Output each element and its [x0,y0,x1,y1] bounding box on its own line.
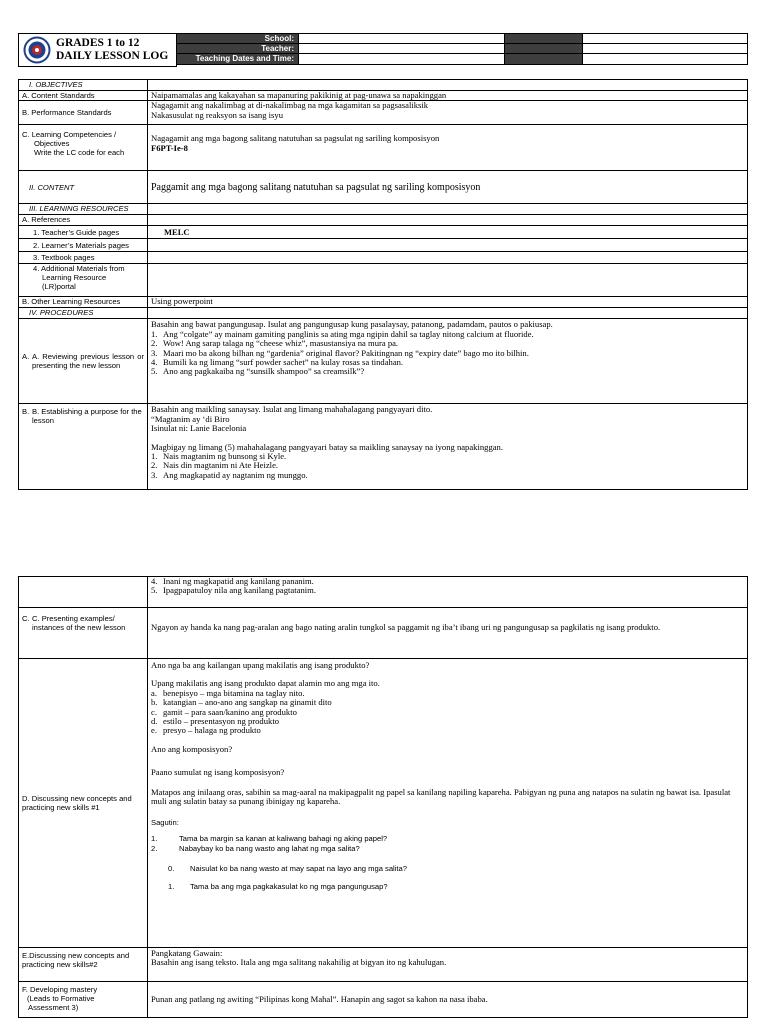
subject-field [583,44,748,54]
d-item: a. benepisyo – mga bitamina na taglay nito. [151,687,305,698]
content-heading: II. CONTENT [19,171,148,204]
mastery-label [19,982,148,1018]
discussing-2-label: E.Discussing new concepts and practicing new skills#2 [19,948,148,982]
title-line-1: GRADES 1 to 12 [56,37,140,49]
other-resources-label: B. Other Learning Resources [19,297,148,308]
header-info-table [176,33,748,65]
e-text: Basahin ang isang teksto. Itala ang mga salitang nakahilig at bigyan ito ng kahulugan. [151,957,447,968]
continued-list [151,577,744,596]
content-standards-value: Naipamamalas ang kakayahan sa mapanuring pakikinig at pag-unawa sa napakinggan [148,91,748,101]
quarter-field [583,54,748,65]
additional-label-1: 4. Additional Materials from [33,264,125,274]
deped-seal-icon [22,36,52,64]
subject-label [505,44,583,54]
content-standards-label: A. Content Standards [19,91,148,101]
sagutin-item: 2. Nabaybay ko ba nang wasto ang lahat ng mga salita? [151,844,360,854]
discussing-2-content [148,948,748,982]
lesson-table-page-2 [18,576,748,1018]
continued-content [148,577,748,608]
title-line-2: DAILY LESSON LOG [56,50,169,62]
discussing-1-label [19,659,148,948]
performance-standards-label: B. Performance Standards [19,101,148,125]
additional-label-2: Learning Resource [42,273,107,283]
d-intro: Upang makilatis ang isang produkto dapat alamin mo ang mga ito. [151,678,380,689]
title-box [18,33,177,67]
references-label: A. References [19,215,148,226]
review-item: 4. Bumili ka ng limang “surf powder sachet” na kulay rosas sa tindahan. [151,357,404,368]
purpose-label: B. B. Establishing a purpose for the lesson [19,404,148,490]
d-question-2: Ano ang komposisyon? [151,743,233,754]
review-intro: Basahin ang bawat pangungusap. Isulat ang pangungusap kung pasalaysay, patanong, padamdam, pautos o pakiusap. [151,319,553,330]
review-item: 2. Wow! Ang sarap talaga ng “cheese whiz”, masustansiya na mura pa. [151,338,399,349]
competencies-label-3: Write the LC code for each [34,148,125,158]
school-label: School: [177,34,299,44]
sagutin-item-0: 0. Naisulat ko ba nang wasto at may sapat na layo ang mga salita? [168,864,407,874]
d-list [151,689,744,736]
discussing-1-content [148,659,748,948]
purpose-label-text: B. Establishing a purpose for the lesson [32,407,142,426]
sagutin-item: 1. Tama ba margin sa kanan at kaliwang bahagi ng aking papel? [151,834,388,844]
purpose-item: 3. Ang magkapatid ay nagtanim ng munggo. [151,469,308,480]
purpose-intro: Basahin ang maikling sanaysay. Isulat ang limang mahahalagang pangyayari dito. [151,404,433,415]
teacher-label: Teacher: [177,44,299,54]
sagutin-item-1: 1. Tama ba ang mga pagkakasulat ko ng mga pangungusap? [168,882,388,892]
additional-label-3: (LR)portal [42,282,76,292]
teachers-guide-label: 1. Teacher’s Guide pages [19,226,148,239]
grade-label [505,34,583,44]
review-content [148,319,748,404]
dates-label: Teaching Dates and Time: [177,54,299,65]
competencies-label-2: Objectives [34,139,70,149]
mastery-label-3: Assessment 3) [28,1003,79,1012]
performance-standards-value [148,101,748,125]
competencies-label-1: C. Learning Competencies / [22,130,117,140]
d-question-3: Paano sumulat ng isang komposisyon? [151,767,285,778]
purpose-list [151,452,744,480]
review-item: 5. Ano ang pagkakaiba ng “sunsilk shampoo” sa creamsilk”? [151,366,365,377]
continued-item: 4. Inani ng magkapatid ang kanilang pananim. [151,576,314,586]
d-paragraph: Matapos ang inilaang oras, sabihin sa mag-aaral na makipagpalit ng papel sa kanilang napiling kapareha. Pabigyan ng puna ang natapos na sulatin ng bawat isa. Ipasulat muli ang sulatin batay sa punang ibinigay ng kapareha. [151,786,731,807]
learners-materials-label: 2. Learner’s Materials pages [19,239,148,252]
competencies-code: F6PT-Ie-8 [151,142,188,153]
presenting-label: C. C. Presenting examples/ instances of the new lesson [19,608,148,659]
grade-field [583,34,748,44]
review-label-text: A. Reviewing previous lesson or presenting the new lesson [32,352,144,371]
performance-line-2: Nakasusulat ng reaksyon sa isang isyu [151,109,283,120]
review-label: A. A. Reviewing previous lesson or presenting the new lesson [19,319,148,404]
d-item: c. gamit – para saan/kanino ang produkto [151,706,297,717]
performance-line-1: Nagagamit ang nakalimbag at di-nakalimbag na mga kagamitan sa pagsasaliksik [151,100,429,111]
review-item: 1. Ang “colgate” ay mainam gamiting panglinis sa ating mga ngipin dahil sa taglay nitong calcium at fluoride. [151,328,534,339]
mastery-content: Punan ang patlang ng awiting “Pilipinas kong Mahal”. Hanapin ang sagot sa kahon na nasa ibaba. [148,982,748,1018]
objectives-heading: I. OBJECTIVES [19,80,148,91]
d-question-1: Ano nga ba ang kailangan upang makilatis ang isang produkto? [151,660,370,670]
e-title: Pangkatang Gawain: [151,948,223,958]
review-list [151,330,744,377]
textbook-label: 3. Textbook pages [19,252,148,264]
continued-item: 5. Ipagpapatuloy nila ang kanilang pagtatanim. [151,585,316,596]
lesson-table-page-1 [18,79,748,490]
presenting-label-text: C. Presenting examples/ instances of the new lesson [32,614,126,632]
purpose-item: 2. Nais din magtanim ni Ate Heizle. [151,460,279,471]
purpose-content [148,404,748,490]
mastery-label-1: F. Developing mastery [22,985,98,994]
resources-heading: III. LEARNING RESOURCES [19,204,148,215]
school-field [299,34,505,44]
story-author: Isinulat ni: Lanie Bacelonia [151,423,247,434]
mastery-label-2: (Leads to Formative [27,994,95,1003]
review-item: 3. Maari mo ba akong bilhan ng “gardenia” original flavor? Pakitingnan ng “expiry date” bago mo ito bilhin. [151,347,529,358]
teacher-field [299,44,505,54]
d-item: e. presyo – halaga ng produkto [151,725,261,736]
sagutin-list [151,834,744,854]
header-block [18,33,747,67]
story-title: “Magtanim ay ‘di Biro [151,413,230,424]
quarter-label [505,54,583,65]
discussing-1-label-text: D. Discussing new concepts and practicing new skills #1 [22,794,132,812]
d-item: d. estilo – presentasyon ng produkto [151,716,279,727]
dates-field [299,54,505,65]
competencies-text: Nagagamit ang mga bagong salitang natutuhan sa pagsulat ng sariling komposisyon [151,133,440,144]
content-value: Paggamit ang mga bagong salitang natutuhan sa pagsulat ng sariling komposisyon [148,171,748,204]
procedures-heading: IV. PROCEDURES [19,308,148,319]
teachers-guide-value: MELC [148,226,748,239]
other-resources-value: Using powerpoint [148,297,748,308]
d-item: b. katangian – ano-ano ang sangkap na ginamit dito [151,697,332,708]
competencies-label [19,125,148,171]
competencies-value [148,125,748,171]
purpose-item: 1. Nais magtanim ng bunsong si Kyle. [151,451,287,462]
presenting-content: Ngayon ay handa ka nang pag-aralan ang bago nating aralin tungkol sa paggamit ng iba’t ibang uri ng pangungusap sa pagkilatis ng isang produkto. [148,608,748,659]
sagutin-heading: Sagutin: [151,818,179,828]
purpose-instruction: Magbigay ng limang (5) mahahalagang pangyayari batay sa maikling sanaysay na iyong napakinggan. [151,441,503,452]
additional-materials-label [19,264,148,297]
